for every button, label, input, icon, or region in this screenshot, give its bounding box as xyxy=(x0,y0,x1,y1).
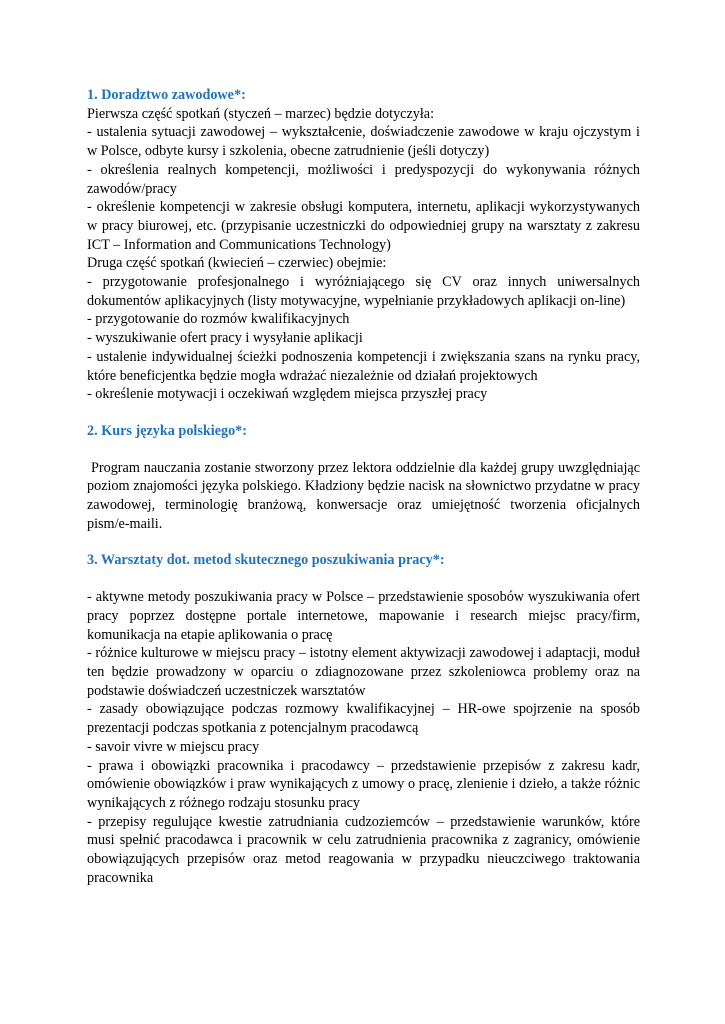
section1-intro: Pierwsza część spotkań (styczeń – marzec) będzie dotyczyła: xyxy=(87,105,435,122)
section3-item: - aktywne metody poszukiwania pracy w Polsce – przedstawienie sposobów wyszukiwania ofert pracy poprzez dostępne portale internetowe, mapowanie i research miejsc pracy/firm, komunikacja na etapie aplikowania o pracę xyxy=(87,589,640,643)
section1-item: - przygotowanie do rozmów kwalifikacyjnych xyxy=(87,311,350,328)
section1-item: - ustalenie indywidualnej ścieżki podnoszenia kompetencji i zwiększania szans na rynku pracy, które beneficjentka będzie mogła wdrażać niezależnie od działań projektowych xyxy=(87,348,640,384)
section2-body: Program nauczania zostanie stworzony przez lektora oddzielnie dla każdej grupy uwzględniając poziom znajomości języka polskiego. Kładziony będzie nacisk na słownictwo przydatne w pracy zawodowej, terminologię branżową, konwersacje oraz umiejętność tworzenia oficjalnych pism/e-maili. xyxy=(87,459,640,532)
section3-item: - przepisy regulujące kwestie zatrudniania cudzoziemców – przedstawienie warunków, które musi spełnić pracodawca i pracownik w celu zatrudnienia pracownika z zagranicy, omówienie obowiązujących przepisów oraz metod reagowania w przypadku nieuczciwego traktowania pracownika xyxy=(87,813,640,886)
section3-heading: 3. Warsztaty dot. metod skutecznego poszukiwania pracy*: xyxy=(87,552,445,569)
section1-item: - ustalenia sytuacji zawodowej – wykształcenie, doświadczenie zawodowe w kraju ojczystym i w Polsce, odbyte kursy i szkolenia, obecne zatrudnienie (jeśli dotyczy) xyxy=(87,124,640,160)
section1-heading: 1. Doradztwo zawodowe*: xyxy=(87,87,246,103)
section1-item: - określenie kompetencji w zakresie obsługi komputera, internetu, aplikacji wykorzystywanych w pracy biurowej, etc. (przypisanie uczestniczki do odpowiedniej grupy na warsztaty z zakresu ICT – Information and Communications Technology) xyxy=(87,199,640,253)
section3-item: - zasady obowiązujące podczas rozmowy kwalifikacyjnej – HR-owe spojrzenie na sposób prezentacji podczas spotkania z potencjalnym pracodawcą xyxy=(87,701,640,737)
section2-heading: 2. Kurs języka polskiego*: xyxy=(87,422,248,439)
section1-item: - określenia realnych kompetencji, możliwości i predyspozycji do wykonywania różnych zawodów/pracy xyxy=(87,161,640,197)
section1-intro2: Druga część spotkań (kwiecień – czerwiec) obejmie: xyxy=(87,255,387,272)
section1-item: - wyszukiwanie ofert pracy i wysyłanie aplikacji xyxy=(87,330,363,347)
section3-item: - różnice kulturowe w miejscu pracy – istotny element aktywizacji zawodowej i adaptacji, moduł ten będzie prowadzony w oparciu o zdiagnozowane przez szkoleniowca problemy oraz na podstawie doświadczeń uczestniczek warsztatów xyxy=(87,645,640,699)
section3-item: - prawa i obowiązki pracownika i pracodawcy – przedstawienie przepisów z zakresu kadr, omówienie obowiązków i praw wynikających z umowy o pracę, zlenienie i dzieło, a także różnic wynikających z różnego rodzaju stosunku pracy xyxy=(87,757,640,811)
section1-item: - określenie motywacji i oczekiwań względem miejsca przyszłej pracy xyxy=(87,386,488,403)
document-page xyxy=(87,86,640,887)
section3-item: - savoir vivre w miejscu pracy xyxy=(87,738,260,755)
section1-item: - przygotowanie profesjonalnego i wyróżniającego się CV oraz innych uniwersalnych dokumentów aplikacyjnych (listy motywacyjne, wypełnianie przykładowych aplikacji on-line) xyxy=(87,274,640,309)
